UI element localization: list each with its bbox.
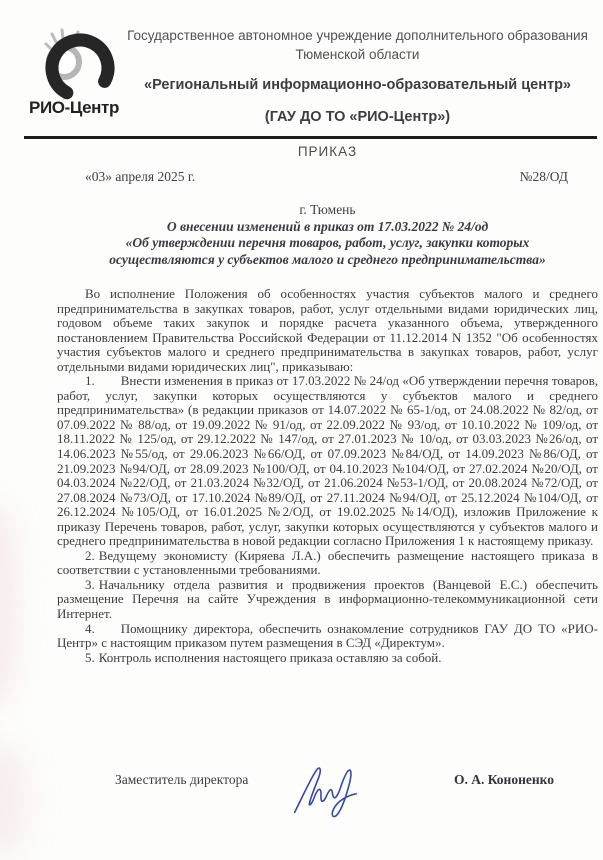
org-name-line1: Государственное автономное учреждение дополнительного образования <box>127 28 588 43</box>
date-number-row <box>57 169 598 185</box>
org-full-name: «Региональный информационно-образовательный центр» <box>144 77 571 93</box>
document-type-title: ПРИКАЗ <box>297 144 358 159</box>
scan-artifact <box>0 740 30 860</box>
subject-line2: «Об утверждении перечня товаров, работ, услуг, закупки которых <box>125 235 530 251</box>
order-item-2 <box>57 549 598 578</box>
logo-graphic <box>22 22 126 102</box>
signer-position: Заместитель директора <box>115 772 249 787</box>
order-date: «03» апреля 2025 г. <box>85 169 196 184</box>
order-item-3 <box>57 578 598 622</box>
order-item-4 <box>57 622 598 651</box>
preamble-paragraph: Во исполнение Положения об особенностях участия субъектов малого и среднего предпринимательства в закупках товаров, работ, услуг отдельными видами юридических лиц, годовом объеме таких закупок и порядке расчета указанного объема, утвержденного постановлением Правительства Российской Федерации от 11.12.2014 N 1352 "Об особенностях участия субъектов малого и среднего предпринимательства в закупках товаров, работ, услуг отдельными видами юридических лиц", приказываю: <box>57 286 598 374</box>
subject-line1: О внесении изменений в приказ от 17.03.2022 № 24/од <box>166 219 489 234</box>
order-subject <box>57 219 598 268</box>
org-name-line2: Тюменской области <box>295 47 420 62</box>
order-item-1 <box>57 374 598 549</box>
city-label: г. Тюмень <box>299 202 356 217</box>
scan-artifact <box>0 500 18 710</box>
signature-block <box>57 768 598 818</box>
handwritten-signature-icon <box>288 762 374 818</box>
logo-caption: РИО-Центр <box>29 98 119 117</box>
org-abbreviation: (ГАУ ДО ТО «РИО-Центр») <box>264 109 451 125</box>
item-number: 1. <box>85 373 95 389</box>
document-header <box>116 26 599 125</box>
item-text: Помощнику директора, обеспечить ознакомление сотрудников ГАУ ДО ТО «РИО-Центр» с настоящим приказом путем размещения в СЭД «Директум». <box>57 620 598 651</box>
item-text: Внести изменения в приказ от 17.03.2022 № 24/од «Об утверждении перечня товаров, работ, услуг, закупки которых осуществляются у субъектов малого и среднего предпринимательства» (в редакции приказов от 14.07.2022 № 65-1/од, от 24.08.2022 № 82/од, от 07.09.2022 № 88/од, от 19.09.2022 № 91/од, от 22.09.2022 № 93/од, от 10.10.2022 № 109/од, от 18.11.2022 № 125/од, от 29.12.2022 № 147/од, от 27.01.2023 № 10/од, от 03.03.2023 №26/од, от 14.06.2023 №55/од, от 29.06.2023 №66/ОД, от 07.09.2023 №84/ОД, от 14.09.2023 №86/ОД, от 21.09.2023 №94/ОД, от 28.09.2023 №100/ОД, от 04.10.2023 №104/ОД, от 27.02.2024 №20/ОД, от 04.03.2024 №22/ОД, от 21.03.2024 №32/ОД, от 21.06.2024 №53-1/ОД, от 20.08.2024 №72/ОД, от 27.08.2024 №73/ОД, от 17.10.2024 №89/ОД, от 27.11.2024 №94/ОД, от 25.12.2024 №104/ОД, от 26.12.2024 №105/ОД, от 16.01.2025 №2/ОД, от 19.02.2025 №14/ОД), изложив Приложение к приказу Перечень товаров, работ, услуг, закупки которых осуществляются у субъектов малого и среднего предпринимательства в новой редакции согласно Приложения 1 к настоящему приказу. <box>57 373 598 549</box>
subject-line3: осуществляются у субъектов малого и среднего предпринимательства» <box>109 251 546 267</box>
order-item-5 <box>57 651 598 666</box>
item-number: 5. <box>85 649 95 665</box>
item-number: 2. <box>85 547 95 563</box>
rio-center-logo <box>16 22 132 118</box>
item-text: Контроль исполнения настоящего приказа оставляю за собой. <box>98 649 442 665</box>
header-divider <box>24 136 597 139</box>
item-text: Ведущему экономисту (Киряева Л.А.) обеспечить размещение настоящего приказа в соответствии с установленными требованиями. <box>57 547 598 578</box>
item-number: 4. <box>85 620 95 636</box>
item-number: 3. <box>85 576 95 592</box>
order-body <box>57 287 598 665</box>
item-text: Начальнику отдела развития и продвижения проектов (Ванцевой Е.С.) обеспечить размещение Перечня на сайте Учреждения в информационно-телекоммуникационной сети Интернет. <box>57 576 598 622</box>
signer-name: О. А. Кононенко <box>453 772 554 787</box>
order-number: №28/ОД <box>519 169 568 184</box>
